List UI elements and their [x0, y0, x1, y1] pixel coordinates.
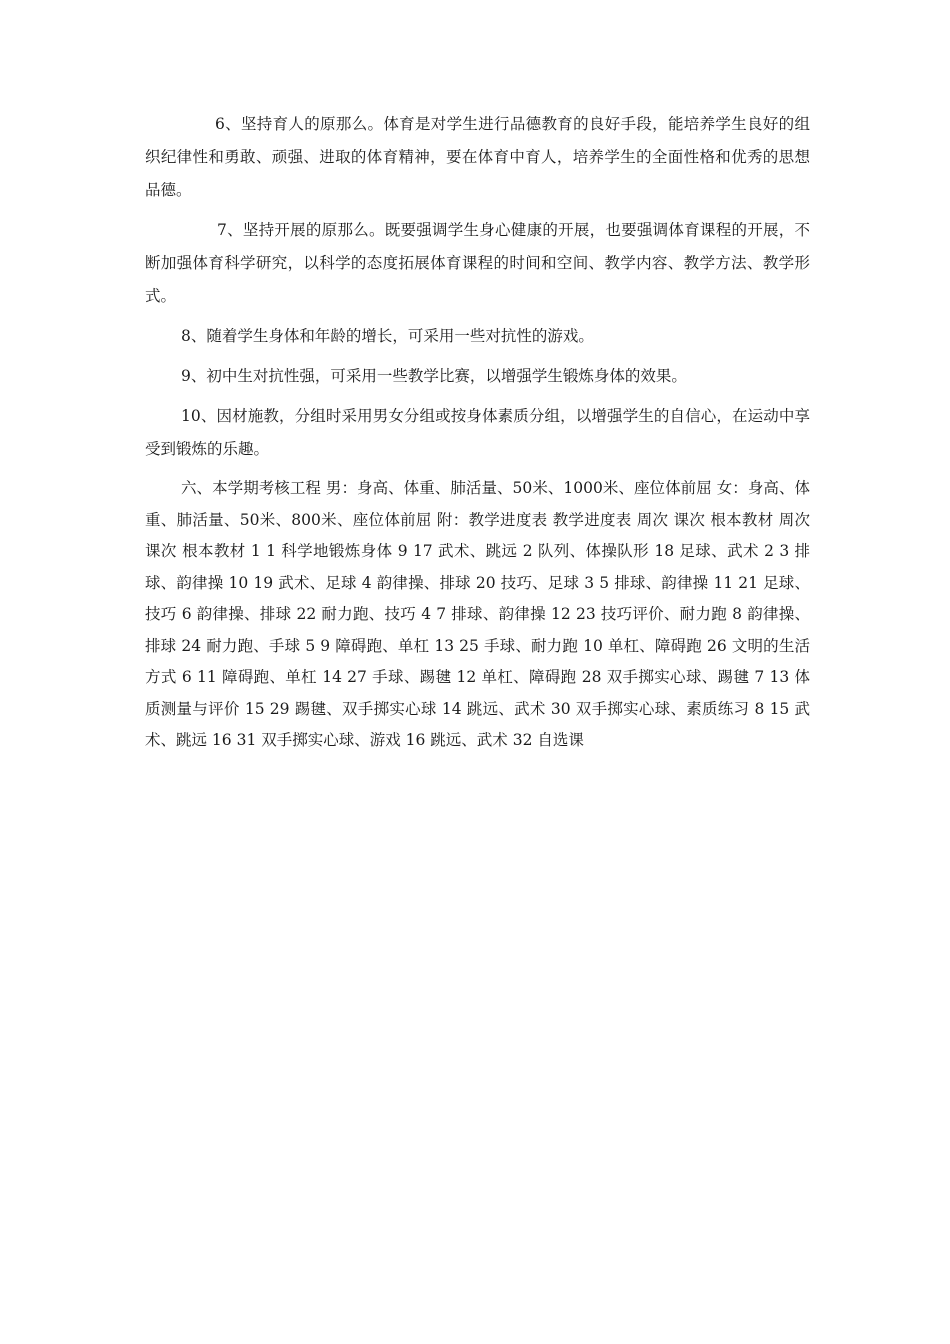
paragraph-item-9: 9、初中生对抗性强，可采用一些教学比赛，以增强学生锻炼身体的效果。 [181, 367, 687, 385]
paragraph-item-10: 10、因材施教，分组时采用男女分组或按身体素质分组，以增强学生的自信心，在运动中享受到锻炼的乐趣。 [145, 407, 810, 458]
paragraph-item-8: 8、随着学生身体和年龄的增长，可采用一些对抗性的游戏。 [181, 327, 594, 345]
paragraph-principle-6: 6、坚持育人的原那么。体育是对学生进行品德教育的良好手段，能培养学生良好的组织纪律性和勇敢、顽强、进取的体育精神，要在体育中育人，培养学生的全面性格和优秀的思想品德。 [145, 115, 810, 199]
document-body [145, 108, 810, 764]
paragraph-assessment-and-schedule: 六、本学期考核工程 男：身高、体重、肺活量、50米、1000米、座位体前屈 女：身高、体重、肺活量、50米、800米、座位体前屈 附：教学进度表 教学进度表 周次 课次 根本教材 周次 课次 根本教材 1 1 科学地锻炼身体 9 17 武术、跳远 2 队列、体操队形 18 足球、武术 2 3 排球、韵律操 10 19 武术、足球 4 韵律操、排球 20 技巧、足球 3 5 排球、韵律操 11 21 足球、技巧 6 韵律操、排球 22 耐力跑、技巧 4 7 排球、韵律操 12 23 技巧评价、耐力跑 8 韵律操、排球 24 耐力跑、手球 5 9 障碍跑、单杠 13 25 手球、耐力跑 10 单杠、障碍跑 26 文明的生活方式 6 11 障碍跑、单杠 14 27 手球、踢毽 12 单杠、障碍跑 28 双手掷实心球、踢毽 7 13 体质测量与评价 15 29 踢毽、双手掷实心球 14 跳远、武术 30 双手掷实心球、素质练习 8 15 武术、跳远 16 31 双手掷实心球、游戏 16 跳远、武术 32 自选课 [145, 479, 810, 749]
paragraph-principle-7: 7、坚持开展的原那么。既要强调学生身心健康的开展，也要强调体育课程的开展，不断加强体育科学研究，以科学的态度拓展体育课程的时间和空间、教学内容、教学方法、教学形式。 [145, 221, 810, 305]
